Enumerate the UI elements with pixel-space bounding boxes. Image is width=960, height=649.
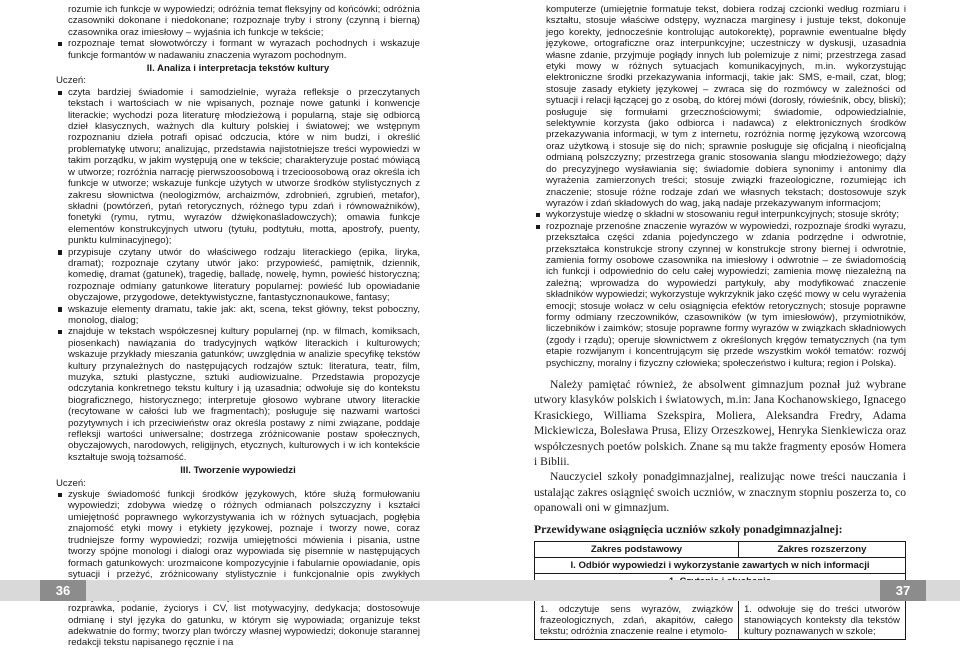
section-2-bullet: czyta bardziej świadomie i samodzielnie, wyraża refleksje o przeczytanych tekstach i wartościach w nie wpisanych, poznaje nowe gatunki i konwencje literackie; wychodzi poza literaturę młodzieżową i popularną, staje się odbiorcą dzieł klasycznych, ważnych dla kultury polskiej i światowej; we wstępnym rozpoznaniu dzieła potrafi opisać odczucia, które w nim budzi, i określić problematykę utworu; analizując, przedstawia najistotniejsze treści wypowiedzi w takim porządku, w jakim występują one w tekście; charakteryzuje postać mówiącą w utworze; rozróżnia narrację pierwszoosobową i trzecioosobową oraz określa ich funkcje w utworze; wskazuje funkcje użytych w utworze środków stylistycznych z zakresu słownictwa (neologizmów, archaizmów, zdrobnień, zgrubień, metafor), składni (powtórzeń, pytań retorycznych, różnego typu zdań i równoważników), fonetyki (rymu, rytmu, wyrazów dźwiękonaśladowczych); omawia funkcje elementów konstrukcyjnych utworu (tytułu, podtytułu, motta, apostrofy, puenty, punktu kulminacyjnego); — [56, 87, 420, 247]
section-2-title: II. Analiza i interpretacja tekstów kultury — [146, 63, 330, 75]
section-2-label: Uczeń: — [56, 75, 86, 87]
col-header-extended: Zakres rozszerzony — [738, 542, 905, 558]
col-header-basic: Zakres podstawowy — [535, 542, 739, 558]
section-2-bullet: wskazuje elementy dramatu, takie jak: akt, scena, tekst główny, tekst poboczny, monolog, dialog; — [56, 304, 420, 327]
continuation-text: komputerze (umiejętnie formatuje tekst, dobiera rodzaj czcionki według rozmiaru i kształtu, stosuje właściwe odstępy, wyznacza marginesy i justuje tekst, dokonuje jego korekty, jednocześnie kontrolując autokorektę), poprawnie ewentualne błędy językowe, ortograficzne oraz interpunkcyjne; uczestniczy w dyskusji, uzasadnia własne zdanie, przyjmuje pogłądy innych lub polemizuje z nimi; przestrzega zasad etyki mowy w różnych sytuacjach komunikacyjnych, m.in. wykorzystując elektroniczne środki przekazywania informacji, takie jak: SMS, e-mail, czat, blog; stosuje zasady etykiety językowej – zwraca się do rozmówcy w zależności od sytuacji i relacji łączącej go z osobą, do której mówi (dorosły, rówieśnik, obcy, bliski); posługuje się formułami grzecznościowymi; świadomie, odpowiedzialnie, selektywnie korzysta (jako odbiorca i nadawca) z elektronicznych środków przekazywania informacji, w tym z internetu, rozróżnia normę językową wzorcową oraz użytkową i stosuje się do nich; sprawnie posługuje się oficjalną i nieoficjalną odmianą polszczyzny; przestrzega granic stosowania slangu młodzieżowego; dąży do precyzyjnego wysławiania się; świadomie dobiera synonimy i antonimy dla wyrażenia zamierzonych treści; stosuje związki frazeologiczne, rozumiejąc ich znaczenie; stosuje różne rodzaje zdań we własnych tekstach; dostosowuje szyk wyrazów i zdań składowych do wag, jaką nadaje przekazywanym informacjom; — [546, 4, 906, 209]
page-number: 36 — [40, 580, 86, 601]
right-column — [534, 4, 906, 640]
body-serif-text — [534, 377, 906, 537]
right-bullet: rozpoznaje przenośne znaczenie wyrazów w wypowiedzi, rozpoznaje środki wyrazu, przekształca części zdania pojedynczego w zdania podrzędne i odwrotnie, przekształca konstrukcje strony czynnej w konstrukcje strony biernej i odwrotnie, zamienia formy osobowe czasownika na imiesłowy i odwrotnie – ze świadomością ich funkcji i odpowiednio do celu całej wypowiedzi; zamienia mowę niezależną na zależną; wprowadza do wypowiedzi partykuły, aby modyfikować znaczenie składników wypowiedzi; wykorzystuje wykrzyknik jako część mowy w celu wyrażenia emocji; stosuje wołacz w celu osiągnięcia efektów retorycznych; stosuje poprawne formy odmiany rzeczowników, czasowników (w tym imiesłowów), przymiotników, liczebników i zaimków; stosuje poprawne formy wyrazów w związkach składniowych (zgody i rządu); operuje słownictwem z określonych kręgów tematycznych (na tym etapie rozwijanym i koncentrującym się przede wszystkim wokół tematów: rozwój psychiczny, moralny i fizyczny człowieka; społeczeństwo i kultura; region i Polska). — [534, 221, 906, 369]
table-title: Przewidywane osiągnięcia uczniów szkoły ponadgimnazjalnej: — [534, 522, 843, 536]
right-bullet: wykorzystuje wiedzę o składni w stosowaniu reguł interpunkcyjnych; stosuje skróty; — [534, 209, 906, 220]
section-3-title: III. Tworzenie wypowiedzi — [180, 465, 296, 477]
paragraph: Nauczyciel szkoły ponadgimnazjalnej, realizując nowe treści nauczania i ustalając zakres osiągnięć swoich uczniów, w znacznym stopniu poszerza to, co opanowali oni w gimnazjum. — [534, 470, 906, 515]
section-2-bullet: przypisuje czytany utwór do właściwego rodzaju literackiego (epika, liryka, dramat); rozpoznaje czytany utwór jako: przypowieść, pamiętnik, dziennik, komedię, dramat (gatunek), tragedię, balladę, nowelę, hymn, powieść historyczną; rozpoznaje odmiany gatunkowe literatury popularnej: powieść lub opowiadanie obyczajowe, przygodowe, detektywistyczne, fantastycznonaukowe, fantasy; — [56, 247, 420, 304]
basic-text: 1. odczytuje sens wyrazów, związków frazeologicznych, zdań, akapitów, całego tekstu; odróżnia znaczenie realne i etymolo- — [540, 603, 733, 638]
paragraph: Należy pamiętać również, że absolwent gimnazjum poznał już wybrane utwory klasyków polskich i światowych, m.in: Jana Kochanowskiego, Ignacego Krasickiego, Williama Szekspira, Moliera, Aleksandra Fredry, Adama Mickiewicza, Bolesława Prusa, Elizy Orzeszkowej, Henryka Sienkiewicza oraz współczesnych poetów polskich. Znane są mu także fragmenty eposów Homera i Biblii. — [534, 378, 906, 469]
extended-text: 1. odwołuje się do treści utworów stanowiących konteksty dla tekstów kultury poznawanych w szkole; — [743, 603, 900, 638]
page-number: 37 — [880, 580, 926, 601]
section-header: I. Odbiór wypowiedzi i wykorzystanie zawartych w nich informacji — [535, 558, 906, 574]
right-page — [480, 0, 960, 638]
intro-bullet: rozpoznaje temat słowotwórczy i formant w wyrazach pochodnych i wskazuje funkcje formantów w nadawaniu znaczenia wyrazom pochodnym. — [56, 38, 420, 61]
section-3-label: Uczeń: — [56, 477, 86, 489]
section-3-bullet: zyskuje świadomość funkcji środków językowych, które służą formułowaniu wypowiedzi; zdobywa wiedzę o różnych odmianach polszczyzny i kształci umiejętność poprawnego wykorzystywania ich w różnych sytuacjach, pogłębia znajomość etyki mowy i etykiety językowej, poznaje i tworzy nowe, coraz trudniejsze formy wypowiedzi; rozwija umiejętności mówienia i pisania, ustne tworzy spójne monologi i dialogi oraz wypowiada się pisemnie w następujących formach gatunkowych: urozmaicone kompozycyjnie i fabularnie opowiadanie, opis sytuacji i przeżyć, zróżnicowany stylistycznie i funkcjonalnie opis zwykłych rozprawka, podanie, życiorys i CV, list motywacyjny, dedykacja; dostosowuje odmianę i styl języka do gatunku, w którym się wypowiada; organizuje tekst adekwatnie do formy; tworzy plan twórczy własnej wypowiedzi; dokonuje starannej redakcji tekstu napisanego ręcznie i na — [56, 489, 420, 649]
intro-continuation: rozumie ich funkcje w wypowiedzi; odróżnia temat fleksyjny od końcówki; odróżnia czasowniki dokonane i niedokonane; rozpoznaje tryby i strony (czynną i bierną) czasownika oraz imiesłowy – wyjaśnia ich funkcje w tekście; — [68, 4, 420, 38]
left-column — [56, 4, 420, 649]
section-2-bullet: znajduje w tekstach współczesnej kultury popularnej (np. w filmach, komiksach, piosenkach) nawiązania do tradycyjnych wątków literackich i kulturowych; wskazuje przykłady mieszania gatunków; uwzględnia w analizie specyfikę tekstów kultury przynależnych do następujących rodzajów sztuk: literatura, teatr, film, muzyka, sztuki plastyczne, sztuki audiowizualne. Przedstawia propozycje odczytania konkretnego tekstu kultury i ją uzasadnia; odwołuje się do kontekstu biograficznego, historycznego; interpretuje głosowo wybrane utwory literackie (recytowane w całości lub we fragmentach); posługuje się nazwami wartości pozytywnych i ich przeciwieństw oraz określa postawy z nimi związane, poddaje refleksji wartości uniwersalne; dostrzega zróżnicowanie postaw społecznych, obyczajowych, narodowych, religijnych, etycznych, kulturowych i w ich kontekście kształtuje swoją tożsamość. — [56, 326, 420, 463]
